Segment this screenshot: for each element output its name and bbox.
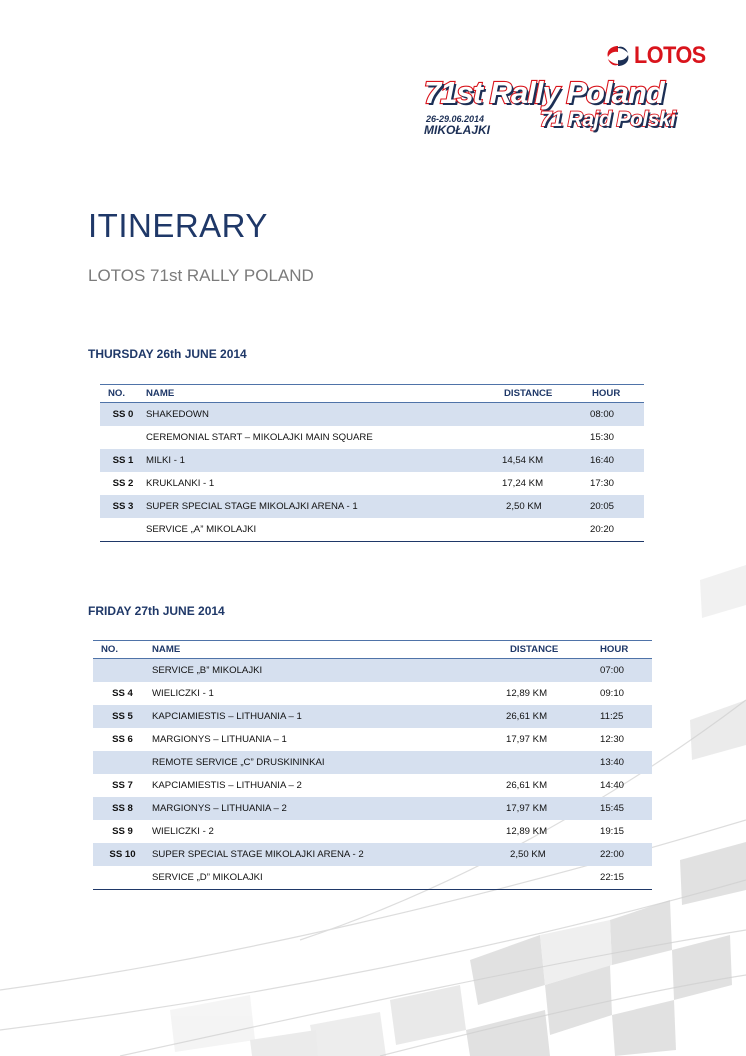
- column-header-name: NAME: [146, 385, 502, 403]
- stage-hour: 17:30: [590, 478, 615, 489]
- rally-logo: [420, 42, 720, 142]
- brand-name: LOTOS: [634, 42, 707, 69]
- column-header-hour: HOUR: [596, 641, 652, 659]
- stage-name: SERVICE „B” MIKOLAJKI: [152, 659, 504, 683]
- stage-number: SS 7: [112, 780, 133, 791]
- page-title: ITINERARY: [88, 207, 268, 244]
- stage-number: SS 9: [112, 826, 133, 837]
- event-place: MIKOŁAJKI: [424, 123, 490, 137]
- stage-distance: 17,24 KM: [502, 478, 544, 489]
- stage-distance: 2,50 KM: [504, 843, 596, 866]
- stage-distance: 12,89 KM: [506, 688, 548, 699]
- stage-number: SS 1: [100, 449, 146, 472]
- table-row: [100, 518, 644, 542]
- stage-name: MILKI - 1: [146, 449, 502, 472]
- stage-hour: 20:05: [590, 495, 644, 518]
- event-name: 71st Rally Poland: [424, 75, 664, 110]
- stage-hour: 08:00: [590, 403, 644, 427]
- stage-hour: 22:00: [596, 843, 652, 866]
- table-row: [93, 751, 652, 774]
- stage-number: SS 0: [100, 403, 146, 427]
- day-heading-friday: FRIDAY 27th JUNE 2014: [88, 604, 225, 618]
- table-row: [93, 728, 652, 751]
- stage-name: WIELICZKI - 2: [152, 826, 214, 837]
- stage-distance: [504, 866, 596, 890]
- table-header-row: [93, 641, 652, 659]
- table-row: [93, 797, 652, 820]
- event-name-polish: 71 Rajd Polski: [540, 108, 676, 131]
- stage-distance: 12,89 KM: [506, 826, 548, 837]
- table-row: [93, 774, 652, 797]
- stage-distance: 14,54 KM: [502, 449, 590, 472]
- stage-number: SS 8: [93, 797, 152, 820]
- stage-number: [93, 866, 152, 890]
- stage-number: SS 4: [112, 688, 133, 699]
- stage-name: MARGIONYS – LITHUANIA – 2: [152, 797, 504, 820]
- stage-hour: 12:30: [600, 734, 625, 745]
- table-row: [100, 403, 644, 427]
- stage-distance: 26,61 KM: [504, 705, 596, 728]
- table-row: [100, 472, 644, 495]
- stage-number: SS 10: [93, 843, 152, 866]
- table-row: [100, 495, 644, 518]
- stage-distance: 2,50 KM: [502, 495, 590, 518]
- page-subtitle: LOTOS 71st RALLY POLAND: [88, 266, 314, 285]
- stage-distance: [504, 659, 596, 683]
- stage-distance: [504, 751, 596, 774]
- event-dates: 26-29.06.2014: [426, 114, 485, 124]
- stage-name: KRUKLANKI - 1: [146, 478, 215, 489]
- column-header-hour: HOUR: [590, 385, 644, 403]
- stage-hour: 14:40: [600, 780, 625, 791]
- stage-hour: 07:00: [596, 659, 652, 683]
- table-row: [93, 820, 652, 843]
- stage-name: CEREMONIAL START – MIKOLAJKI MAIN SQUARE: [146, 432, 373, 443]
- stage-hour: 09:10: [600, 688, 625, 699]
- stage-number: [100, 426, 146, 449]
- stage-distance: 26,61 KM: [506, 780, 548, 791]
- stage-hour: 15:30: [590, 432, 615, 443]
- table-row: [93, 705, 652, 728]
- stage-name: MARGIONYS – LITHUANIA – 1: [152, 734, 287, 745]
- table-row: [100, 426, 644, 449]
- stage-number: [93, 751, 152, 774]
- column-header-distance: DISTANCE: [502, 385, 590, 403]
- stage-name: WIELICZKI - 1: [152, 688, 214, 699]
- stage-number: SS 2: [112, 478, 134, 489]
- table-row: [100, 449, 644, 472]
- stage-name: SUPER SPECIAL STAGE MIKOLAJKI ARENA - 2: [152, 843, 504, 866]
- stage-number: [100, 518, 146, 542]
- table-row: [93, 659, 652, 683]
- stage-distance: [502, 403, 590, 427]
- stage-name: KAPCIAMIESTIS – LITHUANIA – 2: [152, 780, 302, 791]
- stage-number: SS 5: [93, 705, 152, 728]
- stage-name: REMOTE SERVICE „C” DRUSKININKAI: [152, 751, 504, 774]
- stage-distance: 17,97 KM: [506, 734, 548, 745]
- stage-number: SS 3: [100, 495, 146, 518]
- stage-name: SERVICE „D” MIKOLAJKI: [152, 866, 504, 890]
- stage-name: SERVICE „A” MIKOLAJKI: [146, 518, 502, 542]
- stage-hour: 16:40: [590, 449, 644, 472]
- stage-distance: [502, 426, 590, 449]
- table-row: [93, 866, 652, 890]
- column-header-name: NAME: [152, 641, 504, 659]
- stage-hour: 22:15: [596, 866, 652, 890]
- lotos-flower-icon: [605, 44, 631, 68]
- lotos-brand: [605, 44, 714, 68]
- table-row: [93, 682, 652, 705]
- stage-name: KAPCIAMIESTIS – LITHUANIA – 1: [152, 705, 504, 728]
- stage-name: SUPER SPECIAL STAGE MIKOLAJKI ARENA - 1: [146, 495, 502, 518]
- stage-hour: 15:45: [596, 797, 652, 820]
- stage-hour: 20:20: [590, 518, 644, 542]
- column-header-distance: DISTANCE: [504, 641, 596, 659]
- stage-hour: 13:40: [596, 751, 652, 774]
- itinerary-table-friday: [93, 640, 652, 890]
- day-heading-thursday: THURSDAY 26th JUNE 2014: [88, 347, 247, 361]
- itinerary-table-thursday: [100, 384, 644, 542]
- stage-distance: [502, 518, 590, 542]
- stage-hour: 19:15: [600, 826, 625, 837]
- stage-distance: 17,97 KM: [504, 797, 596, 820]
- stage-hour: 11:25: [596, 705, 652, 728]
- table-header-row: [100, 385, 644, 403]
- column-header-no: NO.: [100, 385, 146, 403]
- stage-number: SS 6: [112, 734, 133, 745]
- column-header-no: NO.: [93, 641, 152, 659]
- stage-name: SHAKEDOWN: [146, 403, 502, 427]
- stage-number: [93, 659, 152, 683]
- table-row: [93, 843, 652, 866]
